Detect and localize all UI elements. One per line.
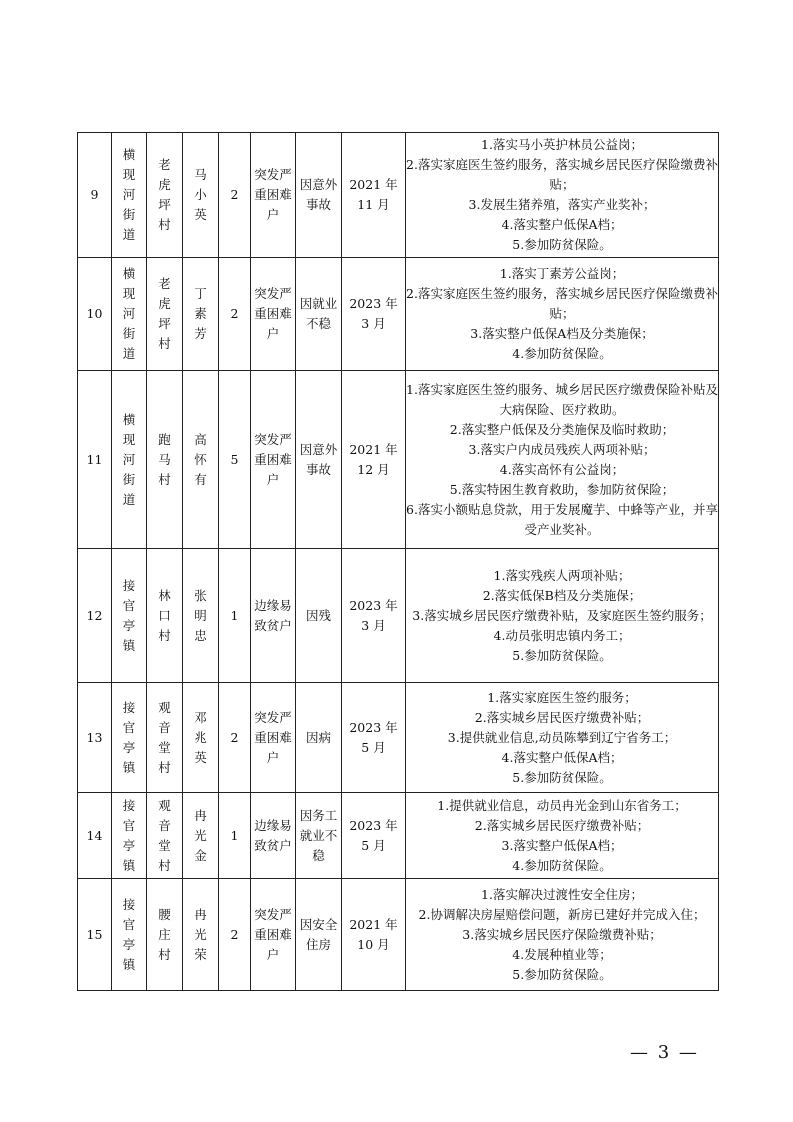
measures-cell: [406, 879, 719, 991]
cause-cell-text: 因病: [305, 729, 331, 745]
page-number: — 3 —: [630, 1042, 699, 1063]
cause-cell: [296, 683, 342, 793]
measures-cell: [406, 683, 719, 793]
town-cell-text: 接官亭镇: [122, 577, 136, 653]
measure-item: 4.落实整户低保A档；: [501, 217, 623, 232]
household-size-cell-text: 2: [230, 187, 239, 202]
cause-cell-text: 因安全住房: [299, 916, 338, 952]
name-cell-text: 张明忠: [194, 587, 207, 643]
name-cell: [183, 793, 219, 879]
household-table: [77, 132, 719, 991]
date-cell-text: 2021 年 12 月: [349, 441, 398, 477]
household-size-cell-text: 1: [230, 607, 239, 623]
row-number-text: 13: [86, 729, 103, 745]
date-cell: [342, 549, 406, 683]
measure-item: 1.落实马小英护林员公益岗；: [481, 137, 643, 152]
date-cell: [342, 133, 406, 258]
cause-cell: [296, 133, 342, 258]
measure-item: 2.落实低保B档及分类施保；: [482, 587, 642, 603]
table-row: [78, 133, 719, 258]
cause-cell-text: 因务工就业不稳: [299, 807, 338, 863]
cause-cell: [296, 258, 342, 371]
household-type-cell-text: 突发严重困难户: [254, 709, 292, 765]
town-cell: [112, 683, 147, 793]
town-cell-text: 横现河街道: [122, 411, 136, 507]
measure-item: 2.落实家庭医生签约服务，落实城乡居民医疗保险缴费补贴；: [406, 286, 718, 321]
table-body: [78, 133, 719, 991]
cause-cell-text: 因残: [305, 607, 331, 623]
household-type-cell: [251, 133, 296, 258]
cause-cell: [296, 879, 342, 991]
row-number-text: 14: [86, 827, 103, 843]
date-cell-text: 2023 年 3 月: [349, 296, 398, 331]
row-number: [78, 133, 112, 258]
row-number-text: 12: [86, 607, 103, 623]
name-cell-text: 冉光荣: [194, 906, 207, 962]
measure-item: 1.提供就业信息，动员冉光金到山东省务工；: [437, 797, 687, 813]
household-size-cell: [219, 683, 251, 793]
town-cell: [112, 793, 147, 879]
measure-item: 2.落实家庭医生签约服务，落实城乡居民医疗保险缴费补贴；: [406, 157, 718, 192]
town-cell-text: 接官亭镇: [122, 699, 136, 775]
village-cell: [147, 793, 183, 879]
village-cell-text: 老虎坪村: [158, 276, 171, 351]
name-cell-text: 马小英: [194, 167, 207, 222]
name-cell: [183, 879, 219, 991]
row-number: [78, 879, 112, 991]
row-number-text: 10: [86, 306, 103, 321]
measure-item: 5.落实特困生教育救助，参加防贫保险；: [449, 481, 675, 497]
cause-cell: [296, 793, 342, 879]
measures-cell: [406, 371, 719, 549]
measures-cell: [406, 549, 719, 683]
measures-cell: [406, 258, 719, 371]
date-cell: [342, 371, 406, 549]
household-type-cell-text: 突发严重困难户: [254, 431, 292, 487]
date-cell-text: 2021 年 10 月: [349, 916, 398, 952]
household-size-cell-text: 2: [230, 729, 239, 745]
row-number: [78, 683, 112, 793]
row-number-text: 9: [90, 187, 99, 202]
table-row: [78, 879, 719, 991]
name-cell: [183, 549, 219, 683]
household-type-cell-text: 边缘易致贫户: [254, 817, 292, 853]
measure-item: 3.提供就业信息,动员陈攀到辽宁省务工；: [447, 729, 677, 745]
name-cell: [183, 258, 219, 371]
town-cell-text: 横现河街道: [122, 147, 136, 242]
village-cell-text: 观音堂村: [158, 699, 171, 775]
date-cell-text: 2023 年 5 月: [349, 719, 398, 755]
household-type-cell: [251, 371, 296, 549]
row-number-text: 11: [86, 451, 103, 467]
household-type-cell: [251, 258, 296, 371]
measure-item: 4.发展种植业等；: [512, 946, 612, 962]
row-number-text: 15: [86, 926, 103, 942]
household-type-cell: [251, 879, 296, 991]
table-row: [78, 793, 719, 879]
household-size-cell: [219, 133, 251, 258]
measure-item: 3.落实整户低保A档及分类施保；: [470, 326, 654, 341]
measure-item: 6.落实小额贴息贷款，用于发展魔芋、中蜂等产业，并享受产业奖补。: [406, 501, 718, 537]
measure-item: 4.落实高怀有公益岗；: [499, 461, 625, 477]
village-cell-text: 观音堂村: [158, 797, 171, 873]
cause-cell-text: 因意外事故: [299, 441, 338, 477]
household-size-cell: [219, 258, 251, 371]
name-cell-text: 高怀有: [194, 431, 207, 487]
household-size-cell: [219, 793, 251, 879]
name-cell-text: 冉光金: [194, 807, 207, 863]
village-cell: [147, 879, 183, 991]
measure-item: 1.落实家庭医生签约服务；: [487, 689, 637, 705]
table-row: [78, 258, 719, 371]
village-cell-text: 林口村: [158, 587, 171, 643]
household-type-cell: [251, 793, 296, 879]
household-type-cell: [251, 683, 296, 793]
measure-item: 4.参加防贫保险。: [512, 857, 612, 873]
village-cell-text: 老虎坪村: [158, 157, 171, 232]
measure-item: 2.落实城乡居民医疗缴费补贴；: [474, 709, 650, 725]
cause-cell-text: 因意外事故: [299, 177, 338, 212]
measure-item: 3.落实城乡居民医疗保险缴费补贴；: [462, 926, 662, 942]
date-cell-text: 2023 年 3 月: [349, 597, 398, 633]
village-cell: [147, 683, 183, 793]
town-cell: [112, 371, 147, 549]
cause-cell-text: 因就业不稳: [299, 296, 338, 331]
household-size-cell-text: 2: [230, 306, 239, 321]
cause-cell: [296, 549, 342, 683]
table-row: [78, 371, 719, 549]
household-size-cell-text: 2: [230, 926, 239, 942]
village-cell: [147, 258, 183, 371]
date-cell-text: 2023 年 5 月: [349, 817, 398, 853]
measure-item: 2.落实城乡居民医疗缴费补贴；: [474, 817, 650, 833]
date-cell: [342, 793, 406, 879]
town-cell: [112, 549, 147, 683]
town-cell-text: 接官亭镇: [122, 797, 136, 873]
measure-item: 5.参加防贫保险。: [512, 769, 612, 785]
town-cell: [112, 879, 147, 991]
town-cell: [112, 258, 147, 371]
measure-item: 3.落实户内成员残疾人两项补贴；: [468, 441, 656, 457]
measure-item: 1.落实解决过渡性安全住房；: [481, 886, 643, 902]
row-number: [78, 793, 112, 879]
measure-item: 4.动员张明忠镇内务工；: [493, 627, 631, 643]
measure-item: 4.参加防贫保险。: [512, 346, 612, 361]
name-cell-text: 邓兆英: [194, 709, 207, 765]
household-type-cell: [251, 549, 296, 683]
town-cell: [112, 133, 147, 258]
town-cell-text: 横现河街道: [122, 266, 136, 361]
name-cell: [183, 133, 219, 258]
measure-item: 5.参加防贫保险。: [512, 647, 612, 663]
town-cell-text: 接官亭镇: [122, 896, 136, 972]
name-cell-text: 丁素芳: [194, 286, 207, 341]
table-row: [78, 683, 719, 793]
measures-cell: [406, 133, 719, 258]
measure-item: 1.落实残疾人两项补贴；: [493, 567, 631, 583]
measure-item: 1.落实家庭医生签约服务、城乡居民医疗缴费保险补贴及大病保险、医疗救助。: [406, 381, 718, 417]
name-cell: [183, 371, 219, 549]
measures-cell: [406, 793, 719, 879]
village-cell-text: 腰庄村: [158, 906, 171, 962]
date-cell-text: 2021 年 11 月: [349, 177, 398, 212]
date-cell: [342, 879, 406, 991]
measure-item: 3.落实城乡居民医疗缴费补贴，及家庭医生签约服务；: [412, 607, 712, 623]
household-type-cell-text: 突发严重困难户: [254, 286, 292, 341]
household-size-cell-text: 1: [230, 827, 239, 843]
village-cell: [147, 371, 183, 549]
row-number: [78, 549, 112, 683]
date-cell: [342, 683, 406, 793]
household-size-cell: [219, 549, 251, 683]
measure-item: 2.协调解决房屋赔偿问题，新房已建好并完成入住；: [418, 906, 706, 922]
household-size-cell-text: 5: [230, 451, 239, 467]
village-cell-text: 跑马村: [158, 431, 171, 487]
measure-item: 3.落实整户低保A档；: [501, 837, 623, 853]
measure-item: 1.落实丁素芳公益岗；: [499, 266, 625, 281]
measure-item: 3.发展生猪养殖，落实产业奖补；: [468, 197, 656, 212]
household-type-cell-text: 突发严重困难户: [254, 906, 292, 962]
cause-cell: [296, 371, 342, 549]
measure-item: 4.落实整户低保A档；: [501, 749, 623, 765]
row-number: [78, 258, 112, 371]
name-cell: [183, 683, 219, 793]
household-type-cell-text: 边缘易致贫户: [254, 597, 292, 633]
measure-item: 5.参加防贫保险。: [512, 237, 612, 252]
measure-item: 2.落实整户低保及分类施保及临时救助；: [449, 421, 675, 437]
measure-item: 5.参加防贫保险。: [512, 966, 612, 982]
date-cell: [342, 258, 406, 371]
row-number: [78, 371, 112, 549]
table-row: [78, 549, 719, 683]
household-type-cell-text: 突发严重困难户: [254, 167, 292, 222]
village-cell: [147, 549, 183, 683]
village-cell: [147, 133, 183, 258]
household-size-cell: [219, 879, 251, 991]
household-size-cell: [219, 371, 251, 549]
